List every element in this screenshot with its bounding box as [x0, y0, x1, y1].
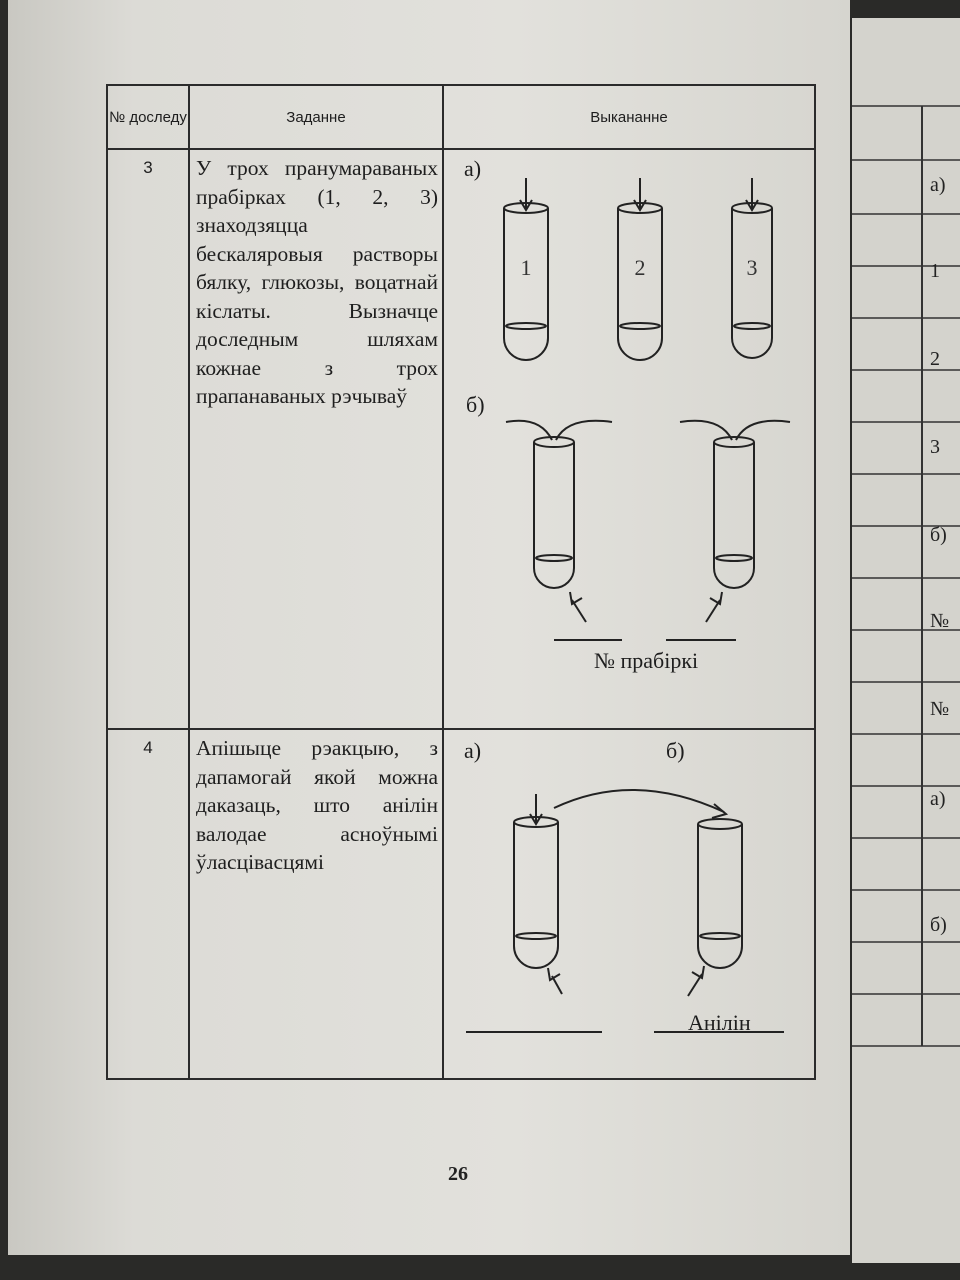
test-tube-icon	[688, 819, 742, 996]
tube-label-1: 1	[520, 255, 532, 280]
execution-cell	[443, 149, 815, 729]
tube-label-3: 3	[746, 255, 758, 280]
header-row	[107, 85, 815, 149]
table-row-3	[107, 149, 815, 729]
part-b-label: б)	[666, 738, 685, 763]
right-label: а)	[930, 174, 946, 196]
experiment-table	[106, 84, 816, 1080]
task-text: У трох пранумараваных прабірках (1, 2, 3) знаходзяцца бескаляровыя растворы бялку, глюкозы, воцатнай кіслаты. Вызначце доследным шляхам кожнае з трох прапанаваных рэчываў	[189, 149, 443, 729]
right-label: 1	[930, 260, 940, 282]
test-tubes-diagram-3	[444, 150, 814, 730]
table-row-4	[107, 729, 815, 1079]
part-a-label: а)	[464, 156, 482, 181]
right-label: 3	[930, 436, 940, 458]
right-label: б)	[930, 524, 947, 546]
header-execution: Выкананне	[443, 85, 815, 149]
test-tube-icon	[514, 794, 562, 994]
workbook-page	[8, 0, 850, 1255]
row-number: 3	[107, 149, 189, 729]
header-task: Заданне	[189, 85, 443, 149]
right-label: 2	[930, 348, 940, 370]
right-label: а)	[930, 788, 946, 810]
transfer-arrow	[554, 790, 724, 812]
part-a-label: а)	[464, 738, 482, 763]
task-text: Апішыце рэакцыю, з дапамогай якой можна даказаць, што анілін валодае асноўнымі ўласцівасцямі	[189, 729, 443, 1079]
aniline-label: Анілін	[688, 1010, 751, 1035]
header-number: № доследу	[107, 85, 189, 149]
tube-label-2: 2	[634, 255, 646, 280]
right-label: №	[930, 698, 950, 720]
execution-cell	[443, 729, 815, 1079]
part-b-label: б)	[466, 392, 485, 417]
next-page-table-lines	[852, 18, 960, 1263]
right-label: №	[930, 610, 950, 632]
next-page-edge	[852, 18, 960, 1263]
tube-caption: № прабіркі	[594, 648, 699, 673]
row-number: 4	[107, 729, 189, 1079]
right-label: б)	[930, 914, 947, 936]
test-tube-icon	[506, 421, 612, 622]
test-tubes-diagram-4	[444, 730, 814, 1080]
test-tube-icon	[680, 421, 790, 622]
page-number: 26	[448, 1163, 468, 1185]
